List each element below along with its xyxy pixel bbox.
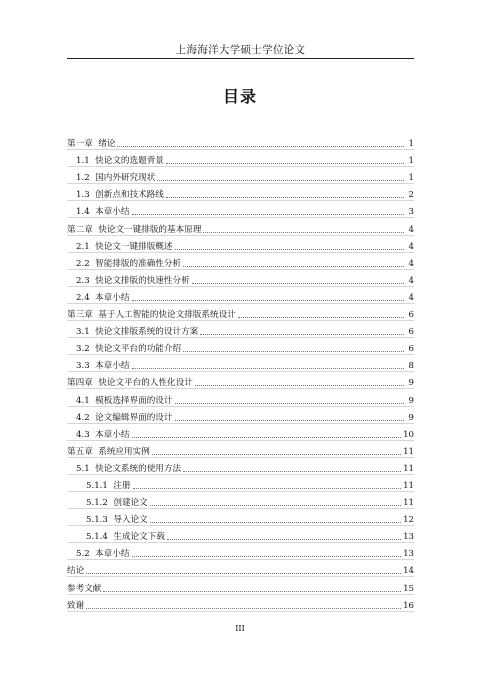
page-title: 目录 [222,87,257,106]
toc-entry[interactable] [67,372,414,389]
toc-entry-title: 创新点和技术路线 [95,190,164,201]
toc-entry-page: 3 [408,207,414,218]
toc-entry[interactable] [67,253,414,270]
toc-leader-dots [166,196,404,198]
toc-entry-page: 4 [408,292,414,303]
toc-entry-page: 4 [408,258,414,269]
toc-entry-number: 5.1.2 [86,498,114,509]
header-rule [67,58,414,59]
toc-entry-number: 5.2 [76,549,96,560]
toc-entry[interactable] [67,184,414,201]
toc-entry-page: 1 [408,173,414,184]
toc-entry-title: 论文编辑界面的设计 [95,412,173,423]
toc-leader-dots [150,504,401,506]
toc-entry[interactable] [67,407,414,424]
toc-entry-number: 5.1 [76,463,96,474]
page-number: III [235,624,245,633]
toc-entry-number: 2.1 [76,241,96,252]
toc-leader-dots [133,487,402,489]
toc-leader-dots [200,333,404,335]
toc-entry-page: 4 [408,275,414,286]
toc-entry-number: 3.2 [76,344,96,355]
toc-leader-dots [183,470,401,472]
toc-entry[interactable] [67,167,414,184]
toc-entry[interactable] [67,270,414,287]
toc-entry-page: 11 [403,463,414,474]
toc-entry-title: 快论文平台的功能介绍 [95,344,182,355]
toc-leader-dots [175,402,405,404]
toc-entry[interactable] [67,304,414,321]
toc-entry-number: 第三章 [67,310,99,321]
toc-entry-number: 第二章 [67,224,99,235]
toc-entry[interactable] [67,133,414,150]
toc-entry-page: 9 [408,412,414,423]
toc-entry[interactable] [67,287,414,304]
toc-entry-number: 4.1 [76,395,96,406]
toc-entry-page: 6 [408,344,414,355]
toc-entry[interactable] [67,595,414,612]
toc-leader-dots [192,282,404,284]
toc-entry-number: 2.4 [76,292,96,303]
toc-entry-page: 8 [408,361,414,372]
toc-entry-title: 本章小结 [95,429,130,440]
toc-entry-page: 6 [408,327,414,338]
toc-leader-dots [175,419,405,421]
toc-leader-dots [167,538,401,540]
toc-entry-title: 本章小结 [95,361,130,372]
toc-entry-title: 创建论文 [113,498,148,509]
toc-entry-title: 快论文排版系统的设计方案 [95,327,199,338]
toc-entry-page: 9 [408,378,414,389]
toc-entry-number: 2.2 [76,258,96,269]
toc-entry-title: 结论 [67,566,85,577]
toc-entry-title: 本章小结 [95,292,130,303]
toc-entry-title: 国内外研究现状 [95,173,156,184]
toc-entry-title: 快论文一键排版的基本原理 [98,224,202,235]
toc-leader-dots [166,162,404,164]
toc-entry-title: 快论文系统的使用方法 [95,463,182,474]
toc-entry[interactable] [67,218,414,235]
toc-entry-title: 快论文的选题背景 [95,156,164,167]
toc-leader-dots [103,590,401,592]
toc-entry-page: 6 [408,310,414,321]
toc-entry-page: 10 [403,429,414,440]
toc-leader-dots [238,316,404,318]
toc-entry-number: 5.1.4 [86,532,114,543]
toc-leader-dots [195,384,404,386]
toc-entry-number: 第四章 [67,378,99,389]
toc-entry-page: 11 [403,446,414,457]
toc-entry-number: 5.1.1 [86,480,114,491]
toc-entry-number: 2.3 [76,275,96,286]
toc-entry-page: 16 [403,600,414,611]
toc-leader-dots [117,145,404,147]
toc-entry-page: 4 [408,224,414,235]
toc-entry-number: 1.4 [76,207,96,218]
toc-entry[interactable] [67,543,414,560]
toc-entry-title: 智能排版的准确性分析 [95,258,182,269]
toc-entry[interactable] [67,338,414,355]
toc-entry-page: 13 [403,532,414,543]
toc-leader-dots [132,213,404,215]
table-of-contents [67,133,414,612]
toc-entry-page: 11 [403,480,414,491]
toc-entry[interactable] [67,355,414,372]
toc-entry[interactable] [67,441,414,458]
toc-entry-page: 12 [403,515,414,526]
toc-leader-dots [132,367,404,369]
toc-entry-number: 第五章 [67,446,99,457]
toc-entry[interactable] [67,236,414,253]
toc-leader-dots [132,436,402,438]
toc-entry[interactable] [67,526,414,543]
toc-entry-page: 14 [403,566,414,577]
toc-entry-title: 参考文献 [67,583,102,594]
toc-entry-number: 1.1 [76,156,96,167]
toc-entry-number: 第一章 [67,139,99,150]
toc-entry-title: 系统应用实例 [98,446,150,457]
toc-entry-number: 1.3 [76,190,96,201]
toc-entry-number: 4.2 [76,412,96,423]
toc-leader-dots [175,248,405,250]
toc-entry-number: 3.3 [76,361,96,372]
toc-leader-dots [150,521,401,523]
toc-entry-page: 9 [408,395,414,406]
toc-leader-dots [183,350,404,352]
toc-leader-dots [157,179,404,181]
toc-entry[interactable] [67,560,414,577]
toc-entry[interactable] [67,492,414,509]
toc-entry-page: 2 [408,190,414,201]
toc-entry-number: 1.2 [76,173,96,184]
toc-entry-page: 13 [403,549,414,560]
toc-entry-number: 4.3 [76,429,96,440]
toc-entry-number: 5.1.3 [86,515,114,526]
toc-entry-title: 致谢 [67,600,85,611]
toc-entry-title: 快论文平台的人性化设计 [98,378,193,389]
toc-entry[interactable] [67,577,414,594]
toc-entry-page: 1 [408,139,414,150]
toc-entry[interactable] [67,458,414,475]
toc-entry-title: 本章小结 [95,207,130,218]
toc-entry-page: 11 [403,498,414,509]
toc-entry[interactable] [67,150,414,167]
toc-leader-dots [152,453,401,455]
toc-leader-dots [132,555,402,557]
toc-entry-title: 绪论 [98,139,116,150]
toc-entry-page: 15 [403,583,414,594]
toc-entry-page: 4 [408,241,414,252]
toc-entry-title: 快论文排版的快速性分析 [95,275,190,286]
toc-entry-title: 注册 [113,480,131,491]
toc-leader-dots [132,299,404,301]
toc-entry-title: 导入论文 [113,515,148,526]
toc-entry-title: 本章小结 [95,549,130,560]
toc-entry[interactable] [67,475,414,492]
toc-entry[interactable] [67,201,414,218]
toc-entry[interactable] [67,389,414,406]
toc-entry-title: 生成论文下载 [113,532,165,543]
running-header: 上海海洋大学硕士学位论文 [175,44,306,56]
toc-leader-dots [183,265,404,267]
toc-entry-title: 模板选择界面的设计 [95,395,173,406]
toc-leader-dots [86,572,401,574]
toc-leader-dots [86,607,401,609]
toc-entry-title: 基于人工智能的快论文排版系统设计 [98,310,236,321]
toc-entry-title: 快论文一键排版概述 [95,241,173,252]
toc-entry-number: 3.1 [76,327,96,338]
toc-leader-dots [203,231,404,233]
toc-entry[interactable] [67,321,414,338]
toc-entry[interactable] [67,424,414,441]
toc-entry[interactable] [67,509,414,526]
toc-entry-page: 1 [408,156,414,167]
